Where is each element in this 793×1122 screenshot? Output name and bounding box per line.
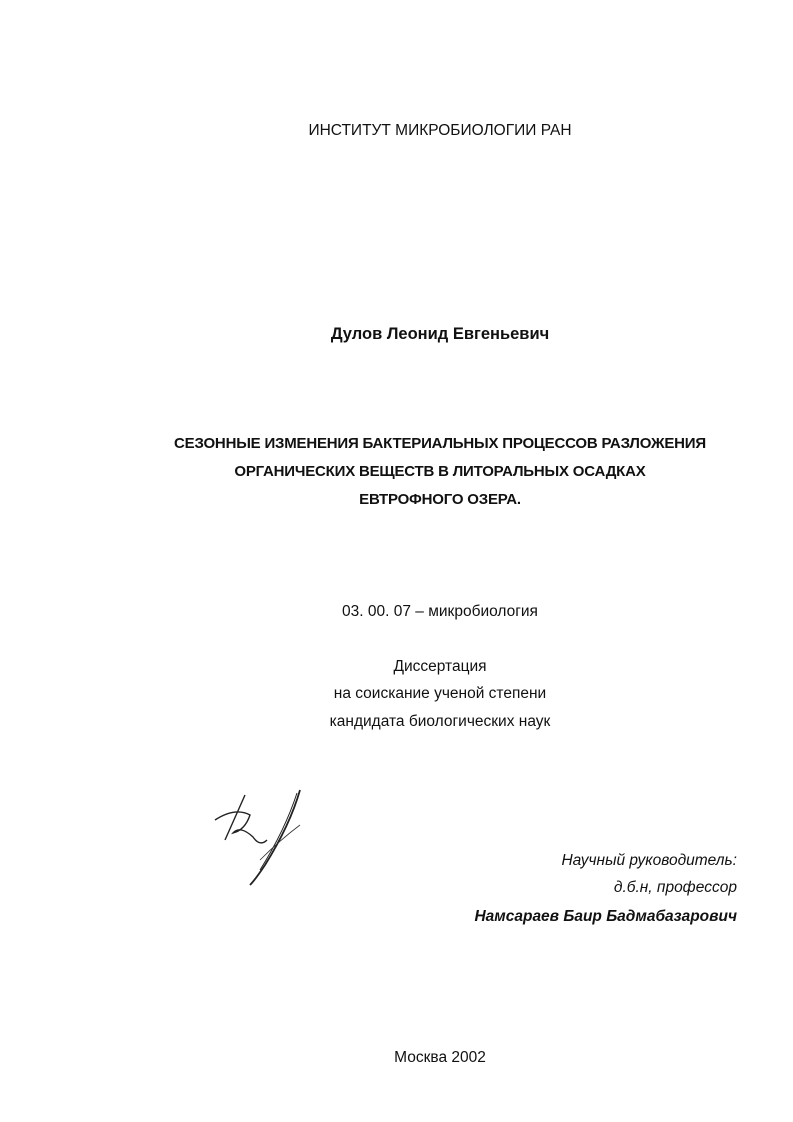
degree-line-3: кандидата биологических наук	[329, 713, 551, 730]
degree-line-2: на соискание ученой степени	[333, 685, 547, 702]
supervisor-name: Намсараев Баир Бадмабазарович	[474, 908, 737, 925]
thesis-title-line-3: ЕВТРОФНОГО ОЗЕРА.	[359, 491, 521, 508]
supervisor-rank: д.б.н, профессор	[613, 879, 737, 896]
handwritten-signature	[205, 785, 315, 895]
supervisor-label: Научный руководитель:	[561, 852, 737, 869]
specialty-code: 03. 00. 07 – микробиология	[342, 603, 538, 620]
thesis-title-line-2: ОРГАНИЧЕСКИХ ВЕЩЕСТВ В ЛИТОРАЛЬНЫХ ОСАДКАХ	[234, 463, 646, 480]
degree-line-1: Диссертация	[393, 658, 487, 675]
place-and-year: Москва 2002	[394, 1049, 486, 1066]
author-name: Дулов Леонид Евгеньевич	[330, 325, 550, 343]
institute-name: ИНСТИТУТ МИКРОБИОЛОГИИ РАН	[308, 122, 572, 139]
thesis-title-line-1: СЕЗОННЫЕ ИЗМЕНЕНИЯ БАКТЕРИАЛЬНЫХ ПРОЦЕССОВ РАЗЛОЖЕНИЯ	[174, 435, 706, 452]
